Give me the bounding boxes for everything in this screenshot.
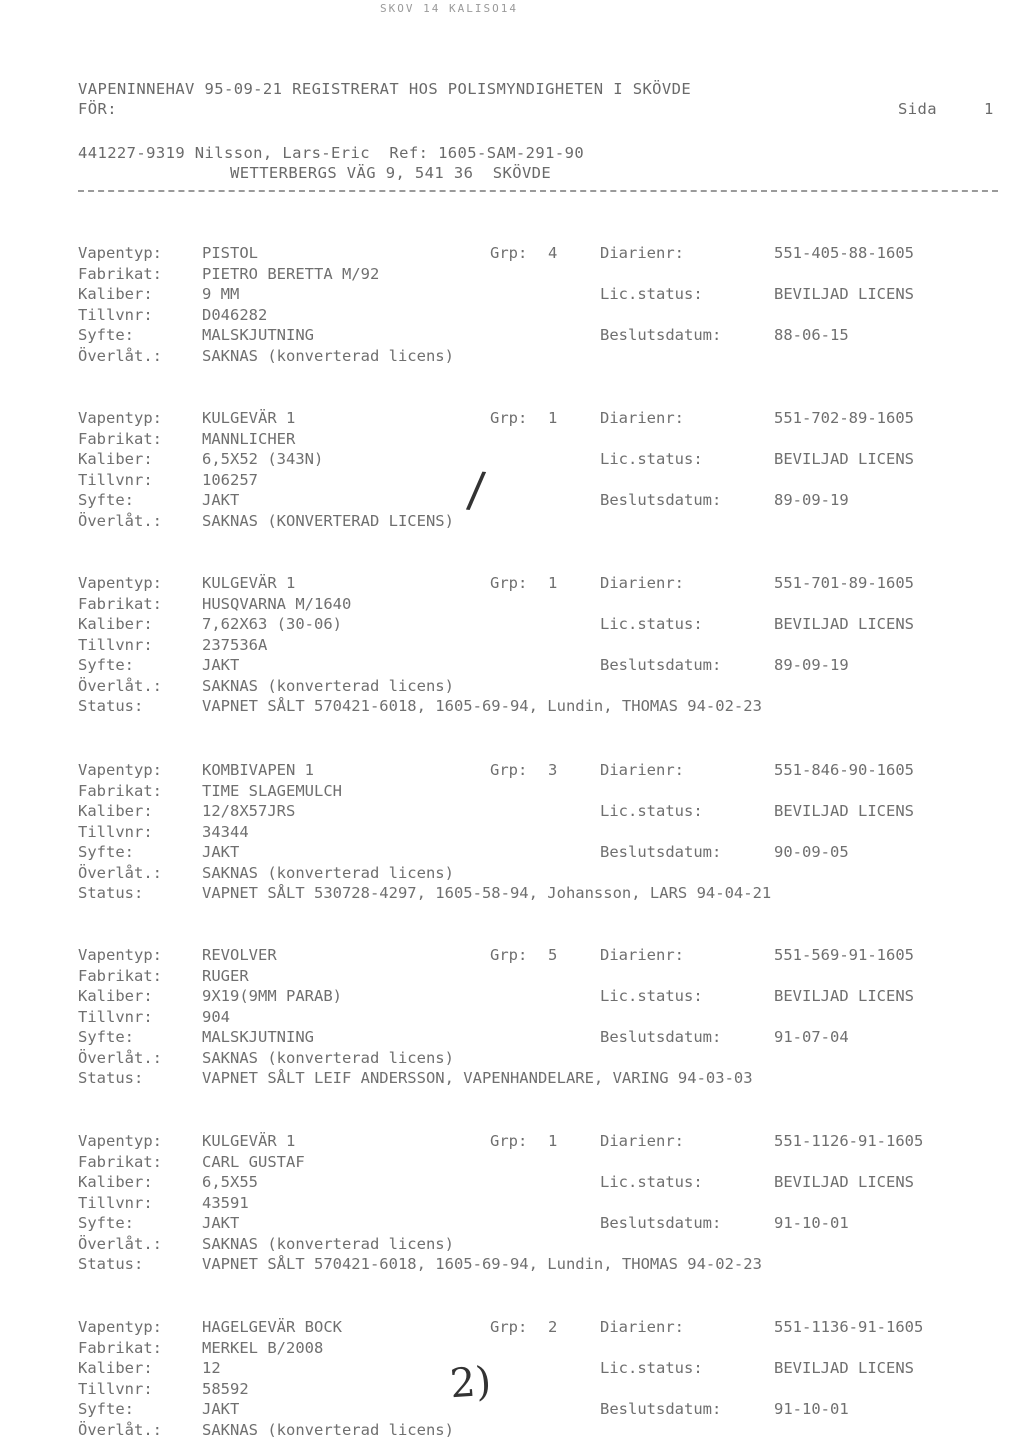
group-label: Grp: [490,1318,528,1336]
type-label: Vapentyp: [78,409,162,427]
lic-status-label: Lic.status: [600,987,703,1005]
transfer-label: Överlåt.: [78,511,162,530]
purpose-value: JAKT [202,1214,240,1232]
purpose-value: JAKT [202,1400,240,1418]
weapon-type: KULGEVÄR 1 [202,1132,296,1150]
weapon-record [78,1132,978,1276]
maker-label: Fabrikat: [78,429,162,448]
caliber-value: 6,5X55 [202,1173,258,1191]
type-label: Vapentyp: [78,574,162,592]
caliber-label: Kaliber: [78,1173,153,1191]
purpose-label: Syfte: [78,843,134,861]
caliber-value: 12/8X57JRS [202,802,296,820]
owner-line: 441227-9319 Nilsson, Lars-Eric Ref: 1605-SAM-291-90 [78,144,585,162]
decision-label: Beslutsdatum: [600,491,722,509]
diary-label: Diarienr: [600,761,684,779]
decision-label: Beslutsdatum: [600,656,722,674]
decision-label: Beslutsdatum: [600,843,722,861]
group-value: 4 [548,244,558,262]
status-label: Status: [78,1069,144,1087]
diary-number: 551-405-88-1605 [774,244,914,262]
diary-label: Diarienr: [600,244,684,262]
weapon-record [78,1318,978,1441]
caliber-value: 12 [202,1359,221,1377]
decision-date: 91-07-04 [774,1028,849,1046]
diary-number: 551-702-89-1605 [774,409,914,427]
maker-label: Fabrikat: [78,594,162,613]
status-value: VAPNET SÅLT 530728-4297, 1605-58-94, Johansson, LARS 94-04-21 [202,884,772,902]
purpose-label: Syfte: [78,326,134,344]
purpose-value: JAKT [202,491,240,509]
status-value: VAPNET SÅLT 570421-6018, 1605-69-94, Lundin, THOMAS 94-02-23 [202,1255,762,1273]
maker-value: CARL GUSTAF [202,1152,305,1171]
decision-date: 88-06-15 [774,326,849,344]
weapon-record [78,946,978,1090]
purpose-label: Syfte: [78,1028,134,1046]
group-value: 1 [548,409,558,427]
weapon-record [78,574,978,718]
weapon-record [78,244,978,367]
serial-label: Tillvnr: [78,635,153,654]
serial-value: 43591 [202,1193,249,1212]
group-value: 2 [548,1318,558,1336]
owner-address: WETTERBERGS VÄG 9, 541 36 SKÖVDE [230,164,552,182]
lic-status-label: Lic.status: [600,1173,703,1191]
lic-status-value: BEVILJAD LICENS [774,450,914,468]
caliber-label: Kaliber: [78,1359,153,1377]
diary-number: 551-701-89-1605 [774,574,914,592]
transfer-label: Överlåt.: [78,346,162,365]
lic-status-value: BEVILJAD LICENS [774,802,914,820]
purpose-label: Syfte: [78,1400,134,1418]
maker-label: Fabrikat: [78,1338,162,1357]
transfer-value: SAKNAS (konverterad licens) [202,863,454,882]
group-value: 5 [548,946,558,964]
diary-label: Diarienr: [600,574,684,592]
transfer-label: Överlåt.: [78,1234,162,1253]
status-label: Status: [78,884,144,902]
lic-status-label: Lic.status: [600,450,703,468]
purpose-value: JAKT [202,843,240,861]
lic-status-label: Lic.status: [600,802,703,820]
type-label: Vapentyp: [78,244,162,262]
lic-status-label: Lic.status: [600,615,703,633]
decision-date: 91-10-01 [774,1400,849,1418]
maker-label: Fabrikat: [78,264,162,283]
diary-number: 551-846-90-1605 [774,761,914,779]
caliber-value: 6,5X52 (343N) [202,450,324,468]
weapon-type: KOMBIVAPEN 1 [202,761,314,779]
serial-value: 106257 [202,470,258,489]
diary-number: 551-1136-91-1605 [774,1318,924,1336]
maker-value: TIME SLAGEMULCH [202,781,342,800]
decision-date: 91-10-01 [774,1214,849,1232]
weapon-record [78,409,978,532]
caliber-label: Kaliber: [78,450,153,468]
diary-label: Diarienr: [600,409,684,427]
purpose-label: Syfte: [78,491,134,509]
handwritten-mark-2: 2) [448,1358,493,1408]
group-label: Grp: [490,761,528,779]
serial-value: 237536A [202,635,268,654]
caliber-value: 9X19(9MM PARAB) [202,987,342,1005]
purpose-label: Syfte: [78,1214,134,1232]
maker-value: MANNLICHER [202,429,296,448]
diary-number: 551-569-91-1605 [774,946,914,964]
page-number: 1 [984,100,994,118]
page-label: Sida [898,100,937,118]
maker-label: Fabrikat: [78,781,162,800]
serial-label: Tillvnr: [78,305,153,324]
top-faint-text: SKOV 14 KALISO14 [380,2,518,15]
decision-date: 90-09-05 [774,843,849,861]
caliber-label: Kaliber: [78,285,153,303]
decision-label: Beslutsdatum: [600,1214,722,1232]
handwritten-mark-1: / [465,461,488,519]
purpose-label: Syfte: [78,656,134,674]
status-label: Status: [78,697,144,715]
caliber-label: Kaliber: [78,987,153,1005]
group-label: Grp: [490,1132,528,1150]
lic-status-value: BEVILJAD LICENS [774,1173,914,1191]
weapon-record [78,761,978,905]
transfer-label: Överlåt.: [78,676,162,695]
transfer-value: SAKNAS (konverterad licens) [202,1048,454,1067]
transfer-value: SAKNAS (KONVERTERAD LICENS) [202,511,454,530]
decision-label: Beslutsdatum: [600,1028,722,1046]
caliber-value: 9 MM [202,285,240,303]
type-label: Vapentyp: [78,1318,162,1336]
serial-label: Tillvnr: [78,470,153,489]
serial-label: Tillvnr: [78,822,153,841]
weapon-type: PISTOL [202,244,258,262]
type-label: Vapentyp: [78,946,162,964]
diary-label: Diarienr: [600,1132,684,1150]
type-label: Vapentyp: [78,761,162,779]
transfer-label: Överlåt.: [78,863,162,882]
weapon-type: REVOLVER [202,946,277,964]
transfer-label: Överlåt.: [78,1048,162,1067]
caliber-label: Kaliber: [78,802,153,820]
maker-value: MERKEL B/2008 [202,1338,324,1357]
lic-status-value: BEVILJAD LICENS [774,615,914,633]
serial-value: 34344 [202,822,249,841]
maker-label: Fabrikat: [78,966,162,985]
serial-value: 58592 [202,1379,249,1398]
lic-status-label: Lic.status: [600,1359,703,1377]
caliber-value: 7,62X63 (30-06) [202,615,342,633]
maker-label: Fabrikat: [78,1152,162,1171]
transfer-value: SAKNAS (konverterad licens) [202,1234,454,1253]
decision-date: 89-09-19 [774,491,849,509]
maker-value: PIETRO BERETTA M/92 [202,264,380,283]
group-label: Grp: [490,244,528,262]
transfer-value: SAKNAS (konverterad licens) [202,346,454,365]
group-value: 3 [548,761,558,779]
status-value: VAPNET SÅLT 570421-6018, 1605-69-94, Lundin, THOMAS 94-02-23 [202,697,762,715]
purpose-value: MALSKJUTNING [202,326,314,344]
maker-value: HUSQVARNA M/1640 [202,594,352,613]
weapon-type: HAGELGEVÄR BOCK [202,1318,342,1336]
group-value: 1 [548,574,558,592]
report-for-label: FÖR: [78,100,117,118]
transfer-value: SAKNAS (konverterad licens) [202,676,454,695]
diary-label: Diarienr: [600,1318,684,1336]
transfer-value: SAKNAS (konverterad licens) [202,1420,454,1439]
caliber-label: Kaliber: [78,615,153,633]
serial-label: Tillvnr: [78,1193,153,1212]
group-value: 1 [548,1132,558,1150]
diary-number: 551-1126-91-1605 [774,1132,924,1150]
weapon-type: KULGEVÄR 1 [202,409,296,427]
lic-status-value: BEVILJAD LICENS [774,285,914,303]
group-label: Grp: [490,409,528,427]
lic-status-value: BEVILJAD LICENS [774,987,914,1005]
maker-value: RUGER [202,966,249,985]
group-label: Grp: [490,574,528,592]
decision-label: Beslutsdatum: [600,326,722,344]
group-label: Grp: [490,946,528,964]
serial-label: Tillvnr: [78,1007,153,1026]
lic-status-label: Lic.status: [600,285,703,303]
type-label: Vapentyp: [78,1132,162,1150]
decision-label: Beslutsdatum: [600,1400,722,1418]
weapon-type: KULGEVÄR 1 [202,574,296,592]
serial-value: D046282 [202,305,268,324]
transfer-label: Överlåt.: [78,1420,162,1439]
purpose-value: JAKT [202,656,240,674]
decision-date: 89-09-19 [774,656,849,674]
purpose-value: MALSKJUTNING [202,1028,314,1046]
serial-label: Tillvnr: [78,1379,153,1398]
report-title: VAPENINNEHAV 95-09-21 REGISTRERAT HOS POLISMYNDIGHETEN I SKÖVDE [78,80,692,98]
status-value: VAPNET SÅLT LEIF ANDERSSON, VAPENHANDELARE, VARING 94-03-03 [202,1069,753,1087]
diary-label: Diarienr: [600,946,684,964]
separator-line [78,190,998,192]
lic-status-value: BEVILJAD LICENS [774,1359,914,1377]
status-label: Status: [78,1255,144,1273]
serial-value: 904 [202,1007,230,1026]
